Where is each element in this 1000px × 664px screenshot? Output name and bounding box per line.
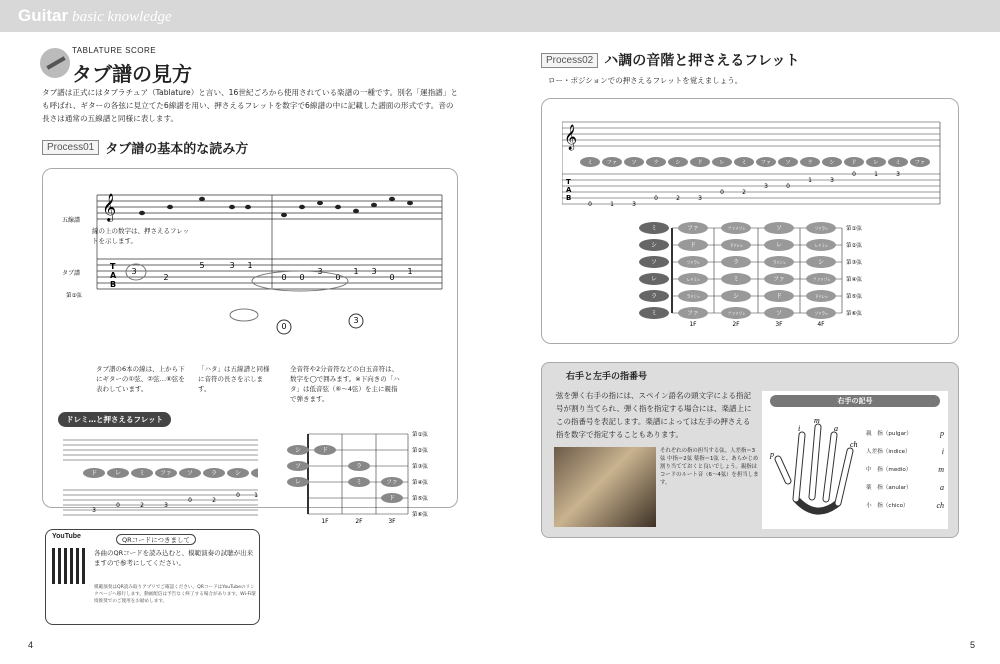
svg-text:ラ: ラ [355, 463, 363, 470]
chart-note-label: ド [689, 242, 697, 249]
intro-text: タブ譜は正式にはタブラチュア（Tablature）と言い、16世紀ごろから使用されている楽譜の一種です。別名「運指譜」とも呼ばれ、ギターの各弦に見立てた6線譜を用い、押さえるフレットを数字で6線譜の中に記載した譜面の形式です。音の長さは通常の五線譜と同様に表します。 [42, 88, 458, 123]
tab-number: 3 [131, 267, 137, 276]
svg-text:𝄞: 𝄞 [102, 193, 117, 221]
chart-note-label: シ [817, 259, 825, 266]
photo-caption: それぞれの指の担当する弦。人差指＝3弦 中指＝2弦 薬指＝1弦 と、あらかじめ割り当てておくと良いでしょう。親指はコードのルート音（6〜4弦）を担当します。 [660, 448, 759, 486]
list-item: 親 指（pulgar） p [866, 429, 944, 438]
svg-text:第①弦: 第①弦 [66, 293, 82, 299]
svg-text:第①弦: 第①弦 [412, 432, 428, 438]
chart-note-label: ソ [775, 225, 783, 232]
doremi-staff [58, 430, 258, 520]
svg-text:A: A [110, 271, 117, 280]
right-page [500, 32, 1000, 664]
svg-text:m: m [814, 416, 820, 425]
process-tag: Process01 [42, 140, 99, 155]
finger-text: 弦を弾く右手の指には、スペイン語名の頭文字による指記号が割り当てられ、弾く指を指定する場合には、楽譜上にこの指番号を表記します。楽譜によっては左手の押さえる指を数字で指定することもあります。 [556, 391, 752, 439]
page-number: 4 [28, 640, 34, 650]
svg-text:1F: 1F [689, 321, 697, 328]
svg-text:ミ: ミ [138, 470, 146, 477]
chart-note-label: ファ [687, 225, 699, 232]
youtube-box [45, 529, 260, 625]
tab-number: 1 [407, 267, 413, 276]
svg-text:3: 3 [164, 502, 168, 509]
svg-text:B: B [110, 280, 117, 289]
svg-text:3: 3 [896, 171, 900, 178]
svg-text:2: 2 [212, 497, 216, 504]
svg-text:ラ: ラ [210, 470, 218, 477]
svg-text:ch: ch [850, 440, 858, 449]
svg-text:ラ: ラ [807, 160, 813, 166]
youtube-fineprint: 模範演奏はQR読み取りアプリでご確認ください。QRコードはYouTubeのリンクページへ移行します。動画配信は予告なく終了する場合があります。Wi-Fi環境推奨でのご使用をお勧めします。 [94, 585, 256, 604]
chart-note-label: ラ♯シ♭ [772, 261, 786, 266]
svg-text:3: 3 [632, 201, 636, 208]
process-title: ハ調の音階と押さえるフレット [604, 53, 800, 69]
youtube-heading: QRコードにつきまして [116, 534, 196, 545]
svg-text:ド: ド [321, 447, 329, 454]
svg-text:0: 0 [852, 171, 856, 178]
svg-text:ド: ド [851, 160, 857, 166]
chart-note-label: ラ [650, 293, 658, 300]
chart-note-label: ファ♯ソ♭ [727, 312, 745, 317]
chart-note-label: ソ [775, 310, 783, 317]
svg-text:第④弦: 第④弦 [846, 277, 862, 283]
svg-text:シ: シ [294, 447, 302, 454]
chart-note-label: ド♯レ♭ [729, 244, 743, 249]
tab-number: 0 [389, 273, 395, 282]
chart-note-label: レ [775, 242, 783, 249]
svg-text:ソ: ソ [631, 160, 637, 166]
svg-text:p: p [770, 450, 774, 459]
chart-note-label: ファ♯ソ♭ [812, 278, 830, 283]
svg-text:第③弦: 第③弦 [846, 260, 862, 266]
chart-note-label: シ [650, 242, 658, 249]
chart-note-label: ラ [732, 259, 740, 266]
tab-number: 0 [299, 273, 305, 282]
svg-text:ド: ド [90, 470, 98, 477]
svg-text:第⑥弦: 第⑥弦 [412, 512, 428, 518]
doremi-pill: ドレミ…と押さえるフレット [58, 412, 171, 427]
list-item: 中 指（medio） m [866, 465, 944, 474]
hand-symbol-list [866, 425, 944, 515]
svg-text:1: 1 [874, 171, 878, 178]
svg-text:レ: レ [719, 160, 725, 166]
svg-text:ド: ド [388, 495, 396, 502]
svg-text:レ: レ [873, 160, 879, 166]
tab-number: 3 [371, 267, 377, 276]
chart-note-label: シ [732, 293, 740, 300]
svg-text:2: 2 [140, 502, 144, 509]
chart-note-label: レ [650, 276, 658, 283]
hand-icon [768, 411, 864, 523]
chart-note-label: ソ♯ラ♭ [814, 312, 828, 317]
svg-text:a: a [834, 424, 838, 433]
chart-note-label: ファ♯ソ♭ [727, 227, 745, 232]
tab-number: 5 [199, 261, 205, 270]
svg-text:シ: シ [234, 470, 242, 477]
svg-text:ド: ド [697, 160, 703, 166]
svg-text:ソ: ソ [294, 463, 302, 470]
process02-heading [541, 50, 800, 70]
section-title: タブ譜の見方 [72, 62, 192, 86]
svg-text:第②弦: 第②弦 [412, 448, 428, 454]
svg-text:1: 1 [808, 177, 812, 184]
svg-text:T: T [566, 178, 571, 186]
svg-text:1: 1 [610, 201, 614, 208]
svg-text:ファ: ファ [914, 160, 926, 166]
svg-text:ファ: ファ [606, 160, 618, 166]
svg-text:A: A [566, 186, 572, 194]
tab-number: 0 [335, 273, 341, 282]
svg-text:0: 0 [236, 492, 240, 499]
chart-note-label: レ♯ミ♭ [814, 244, 828, 249]
svg-text:ファ: ファ [160, 470, 172, 477]
youtube-text: 各曲のQRコードを読み込むと、模範演奏の試聴が出来ますので参考にしてください。 [94, 549, 254, 567]
svg-text:0: 0 [786, 183, 790, 190]
list-item: 小 指（chico） ch [866, 501, 944, 510]
process-title: タブ譜の基本的な読み方 [105, 142, 249, 157]
svg-text:ミ: ミ [355, 479, 363, 486]
tab-number: 3 [317, 267, 323, 276]
svg-text:3F: 3F [775, 321, 783, 328]
svg-text:0: 0 [588, 201, 592, 208]
brand: Guitar basic knowledge [18, 6, 172, 25]
svg-text:ミ: ミ [741, 160, 747, 166]
svg-text:2: 2 [742, 189, 746, 196]
svg-text:3: 3 [830, 177, 834, 184]
chart-note-label: ド♯レ♭ [814, 295, 828, 300]
guitar-icon [40, 48, 70, 78]
section-subtitle: TABLATURE SCORE [72, 46, 157, 55]
chart-note-label: レ♯ミ♭ [686, 278, 700, 283]
svg-text:第⑤弦: 第⑤弦 [412, 496, 428, 502]
hand-heading: 右手の記号 [770, 395, 940, 407]
svg-text:3: 3 [92, 507, 96, 514]
chart-note-label: ミ [650, 310, 658, 317]
svg-text:ソ: ソ [785, 160, 791, 166]
finger-number-box [541, 362, 959, 538]
svg-text:2: 2 [676, 195, 680, 202]
svg-text:第⑤弦: 第⑤弦 [846, 294, 862, 300]
note-flag: 「ハタ」は五線譜と同様に音符の長さを示します。 [198, 365, 270, 393]
fret-grid [280, 430, 450, 525]
svg-text:i: i [798, 424, 801, 433]
process01-heading [42, 138, 248, 157]
svg-text:シ: シ [829, 160, 835, 166]
chart-note-label: ソ♯ラ♭ [814, 227, 828, 232]
chart-note-label: ソ [650, 259, 658, 266]
note-strings: タブ譜の6本の線は、上から下にギターの①弦、②弦…⑥弦を表わしています。 [96, 365, 185, 393]
note-open-note: 全音符や2分音符などの白玉音符は、数字を◯で囲みます。※下向きの「ハタ」は低音弦（⑥〜4弦）を主に親指で弾きます。 [290, 365, 400, 403]
page-number: 5 [970, 640, 976, 650]
svg-text:1: 1 [254, 492, 258, 499]
chart-note-label: ファ [773, 276, 785, 283]
svg-text:第④弦: 第④弦 [412, 480, 428, 486]
note-upper: 線の上の数字は、押さえるフレットを示します。 [92, 227, 190, 245]
svg-text:3: 3 [698, 195, 702, 202]
svg-text:0: 0 [720, 189, 724, 196]
list-item: 人差指（indice） i [866, 447, 944, 456]
tab-number: 3 [229, 261, 235, 270]
page-header [0, 0, 1000, 32]
label-staff: 五線譜 [62, 217, 81, 224]
right-hand-panel [762, 391, 948, 529]
svg-text:0: 0 [188, 497, 192, 504]
process2-subtitle: ロー・ポジションでの押さえるフレットを覚えましょう。 [548, 76, 743, 85]
list-item: 薬 指（anular） a [866, 483, 944, 492]
svg-text:レ: レ [294, 479, 302, 486]
svg-text:第③弦: 第③弦 [412, 464, 428, 470]
svg-text:B: B [566, 194, 572, 202]
chart-note-label: ミ [650, 225, 658, 232]
svg-text:𝄞: 𝄞 [564, 125, 578, 150]
svg-text:0: 0 [116, 502, 120, 509]
svg-text:4F: 4F [817, 321, 825, 328]
svg-text:3: 3 [764, 183, 768, 190]
youtube-label: YouTube [52, 533, 81, 540]
svg-text:ミ: ミ [587, 160, 593, 166]
svg-text:第⑥弦: 第⑥弦 [846, 311, 862, 317]
svg-text:2F: 2F [732, 321, 740, 328]
chart-note-label: ソ♯ラ♭ [686, 261, 700, 266]
tab-number: 2 [163, 273, 169, 282]
tab-number: 3 [353, 316, 359, 325]
svg-text:ラ: ラ [653, 160, 659, 166]
svg-text:2F: 2F [355, 518, 363, 525]
process-tag: Process02 [541, 53, 598, 68]
chart-note-label: ミ [732, 276, 740, 283]
chart-note-label: ラ♯シ♭ [686, 295, 700, 300]
svg-text:1F: 1F [321, 518, 329, 525]
left-page [0, 32, 500, 664]
svg-text:第②弦: 第②弦 [846, 243, 862, 249]
svg-text:T: T [110, 262, 116, 271]
scale-diagram [562, 114, 942, 336]
svg-text:ソ: ソ [186, 470, 194, 477]
finger-title: 右手と左手の指番号 [566, 372, 648, 382]
tab-number: 1 [353, 267, 359, 276]
svg-text:ファ: ファ [760, 160, 772, 166]
svg-text:ファ: ファ [386, 479, 398, 486]
svg-text:0: 0 [654, 195, 658, 202]
svg-text:3F: 3F [388, 518, 396, 525]
chart-note-label: ド [775, 293, 783, 300]
tab-number: 1 [247, 261, 253, 270]
qr-code[interactable] [52, 548, 88, 584]
svg-text:第①弦: 第①弦 [846, 226, 862, 232]
tab-number: 0 [281, 322, 287, 331]
svg-text:シ: シ [675, 160, 681, 166]
svg-text:レ: レ [114, 470, 122, 477]
tab-number: 0 [281, 273, 287, 282]
svg-text:ミ: ミ [895, 160, 901, 166]
guitar-photo [554, 447, 656, 527]
chart-note-label: ファ [687, 310, 699, 317]
label-tab: タブ譜 [62, 270, 81, 277]
